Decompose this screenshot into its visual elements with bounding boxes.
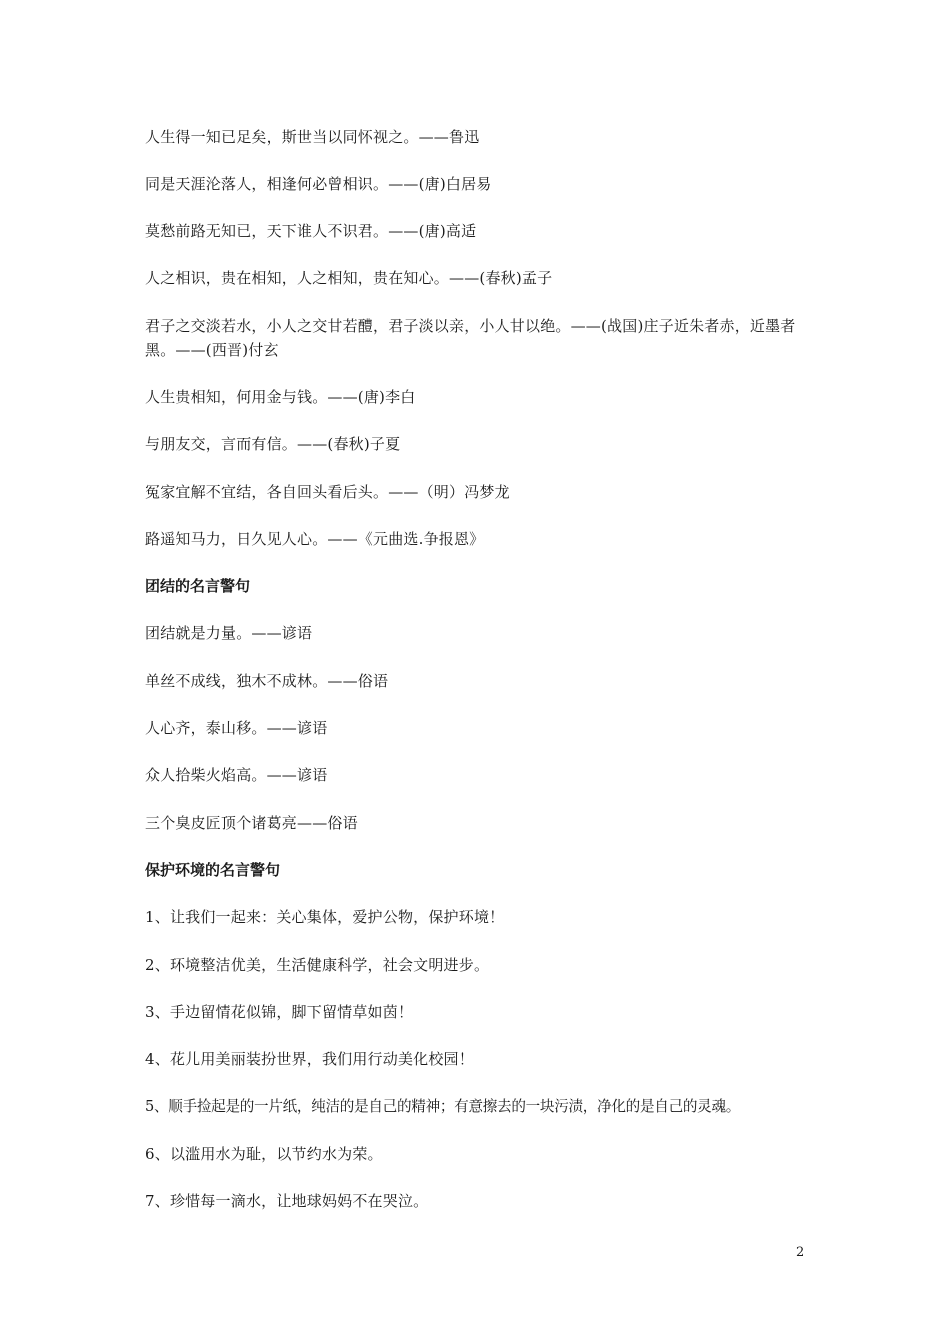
quote-line: 君子之交淡若水，小人之交甘若醴，君子淡以亲，小人甘以绝。——(战国)庄子近朱者赤，近墨者黑。——(西晋)付玄 xyxy=(145,317,796,359)
quote-line: 6、以滥用水为耻，以节约水为荣。 xyxy=(145,1145,383,1163)
quote-line: 人心齐，泰山移。——谚语 xyxy=(145,719,328,737)
quote-line: 7、珍惜每一滴水，让地球妈妈不在哭泣。 xyxy=(145,1192,429,1210)
quote-line: 众人拾柴火焰高。——谚语 xyxy=(145,766,328,784)
quote-line: 人生得一知已足矣，斯世当以同怀视之。——鲁迅 xyxy=(145,128,480,146)
quote-line: 人生贵相知，何用金与钱。——(唐)李白 xyxy=(145,388,416,406)
quote-line: 3、手边留情花似锦，脚下留情草如茵！ xyxy=(145,1003,414,1021)
quote-line: 与朋友交，言而有信。——(春秋)子夏 xyxy=(145,435,401,453)
quote-line: 人之相识，贵在相知，人之相知，贵在知心。——(春秋)孟子 xyxy=(145,269,553,287)
quote-line: 单丝不成线，独木不成林。——俗语 xyxy=(145,672,389,690)
quote-line: 团结就是力量。——谚语 xyxy=(145,624,313,642)
section-heading-unity: 团结的名言警句 xyxy=(145,577,251,595)
quote-line: 路遥知马力，日久见人心。——《元曲选.争报恩》 xyxy=(145,530,485,548)
quote-line: 三个臭皮匠顶个诸葛亮——俗语 xyxy=(145,814,358,832)
quote-line: 2、环境整洁优美，生活健康科学，社会文明进步。 xyxy=(145,956,490,974)
section-heading-environment: 保护环境的名言警句 xyxy=(145,861,281,879)
quote-line: 莫愁前路无知已，天下谁人不识君。——(唐)高适 xyxy=(145,222,477,240)
page-number: 2 xyxy=(796,1245,805,1260)
quote-line: 1、让我们一起来：关心集体，爱护公物，保护环境！ xyxy=(145,908,505,926)
quote-line: 冤家宜解不宜结，各自回头看后头。——（明）冯梦龙 xyxy=(145,483,510,501)
quote-line: 同是天涯沦落人，相逢何必曾相识。——(唐)白居易 xyxy=(145,175,492,193)
quote-line: 4、花儿用美丽装扮世界，我们用行动美化校园！ xyxy=(145,1050,474,1068)
quote-line: 5、顺手捡起是的一片纸，纯洁的是自己的精神；有意擦去的一块污渍，净化的是自己的灵魂。 xyxy=(145,1098,741,1115)
